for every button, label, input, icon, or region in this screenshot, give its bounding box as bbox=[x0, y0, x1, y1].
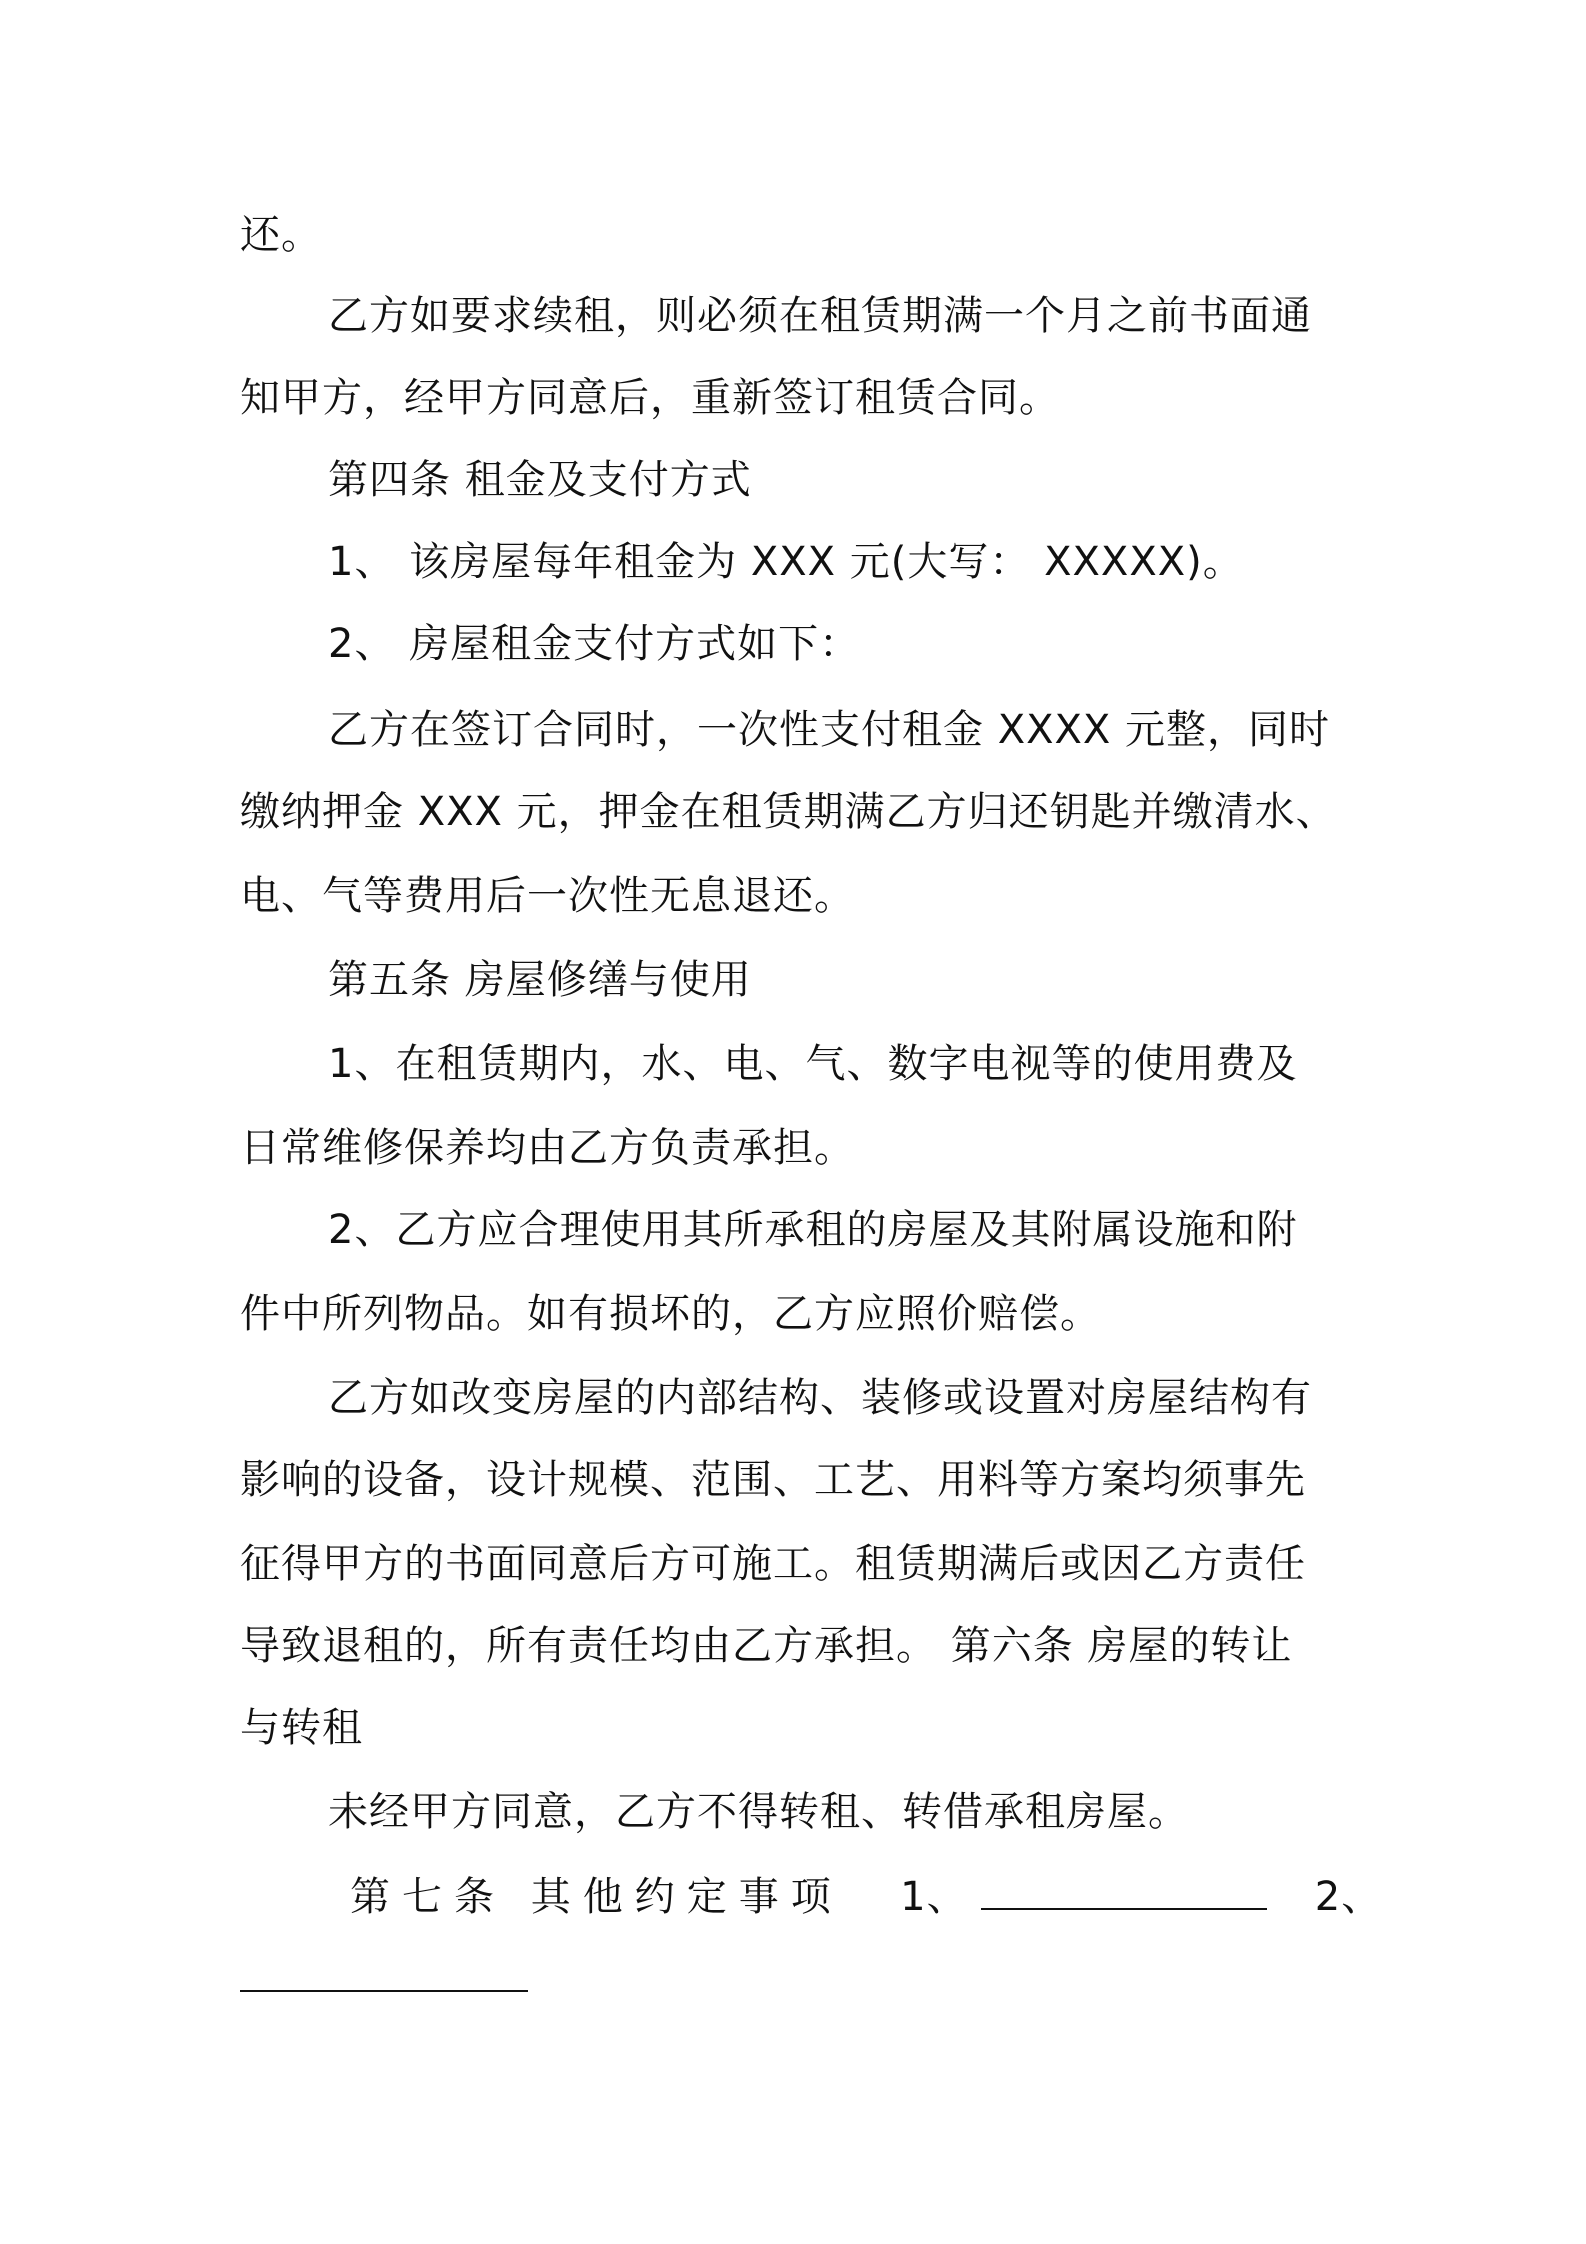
text-line: 知甲方，经甲方同意后，重新签订租赁合同。 bbox=[240, 375, 1060, 421]
text-line: 电、气等费用后一次性无息退还。 bbox=[240, 873, 855, 919]
article-heading: 第五条 房屋修缮与使用 bbox=[328, 957, 752, 1003]
text-line: 与转租 bbox=[240, 1705, 363, 1751]
text-line: 征得甲方的书面同意后方可施工。租赁期满后或因乙方责任 bbox=[240, 1541, 1306, 1587]
article-heading: 第四条 租金及支付方式 bbox=[328, 457, 752, 503]
text-line: 导致退租的，所有责任均由乙方承担。 第六条 房屋的转让 bbox=[240, 1623, 1293, 1669]
text-line: 缴纳押金 XXX 元，押金在租赁期满乙方归还钥匙并缴清水、 bbox=[240, 789, 1337, 835]
article7-heading: 第七条 其他约定事项 bbox=[350, 1874, 843, 1920]
text-line: 未经甲方同意，乙方不得转租、转借承租房屋。 bbox=[328, 1789, 1189, 1835]
article7-item2-label: 2、 bbox=[1314, 1874, 1383, 1920]
text-line: 1、在租赁期内，水、电、气、数字电视等的使用费及 bbox=[328, 1041, 1298, 1087]
text-line: 件中所列物品。如有损坏的，乙方应照价赔偿。 bbox=[240, 1291, 1101, 1337]
text-line: 乙方如要求续租，则必须在租赁期满一个月之前书面通 bbox=[328, 293, 1312, 339]
text-line: 1、 该房屋每年租金为 XXX 元(大写： XXXXX)。 bbox=[328, 539, 1244, 585]
text-line: 还。 bbox=[240, 212, 322, 258]
text-line: 影响的设备，设计规模、范围、工艺、用料等方案均须事先 bbox=[240, 1457, 1306, 1503]
article7-item1-label: 1、 bbox=[900, 1874, 968, 1920]
text-line: 日常维修保养均由乙方负责承担。 bbox=[240, 1125, 855, 1171]
fill-in-blank[interactable] bbox=[981, 1868, 1267, 1910]
article7-line bbox=[350, 1868, 1382, 1925]
text-line: 2、 房屋租金支付方式如下： bbox=[328, 621, 861, 667]
text-line: 乙方如改变房屋的内部结构、装修或设置对房屋结构有 bbox=[328, 1375, 1312, 1421]
text-line: 2、乙方应合理使用其所承租的房屋及其附属设施和附 bbox=[328, 1207, 1298, 1253]
text-line: 乙方在签订合同时，一次性支付租金 XXXX 元整，同时 bbox=[328, 707, 1331, 753]
fill-in-blank[interactable] bbox=[240, 1990, 528, 1992]
